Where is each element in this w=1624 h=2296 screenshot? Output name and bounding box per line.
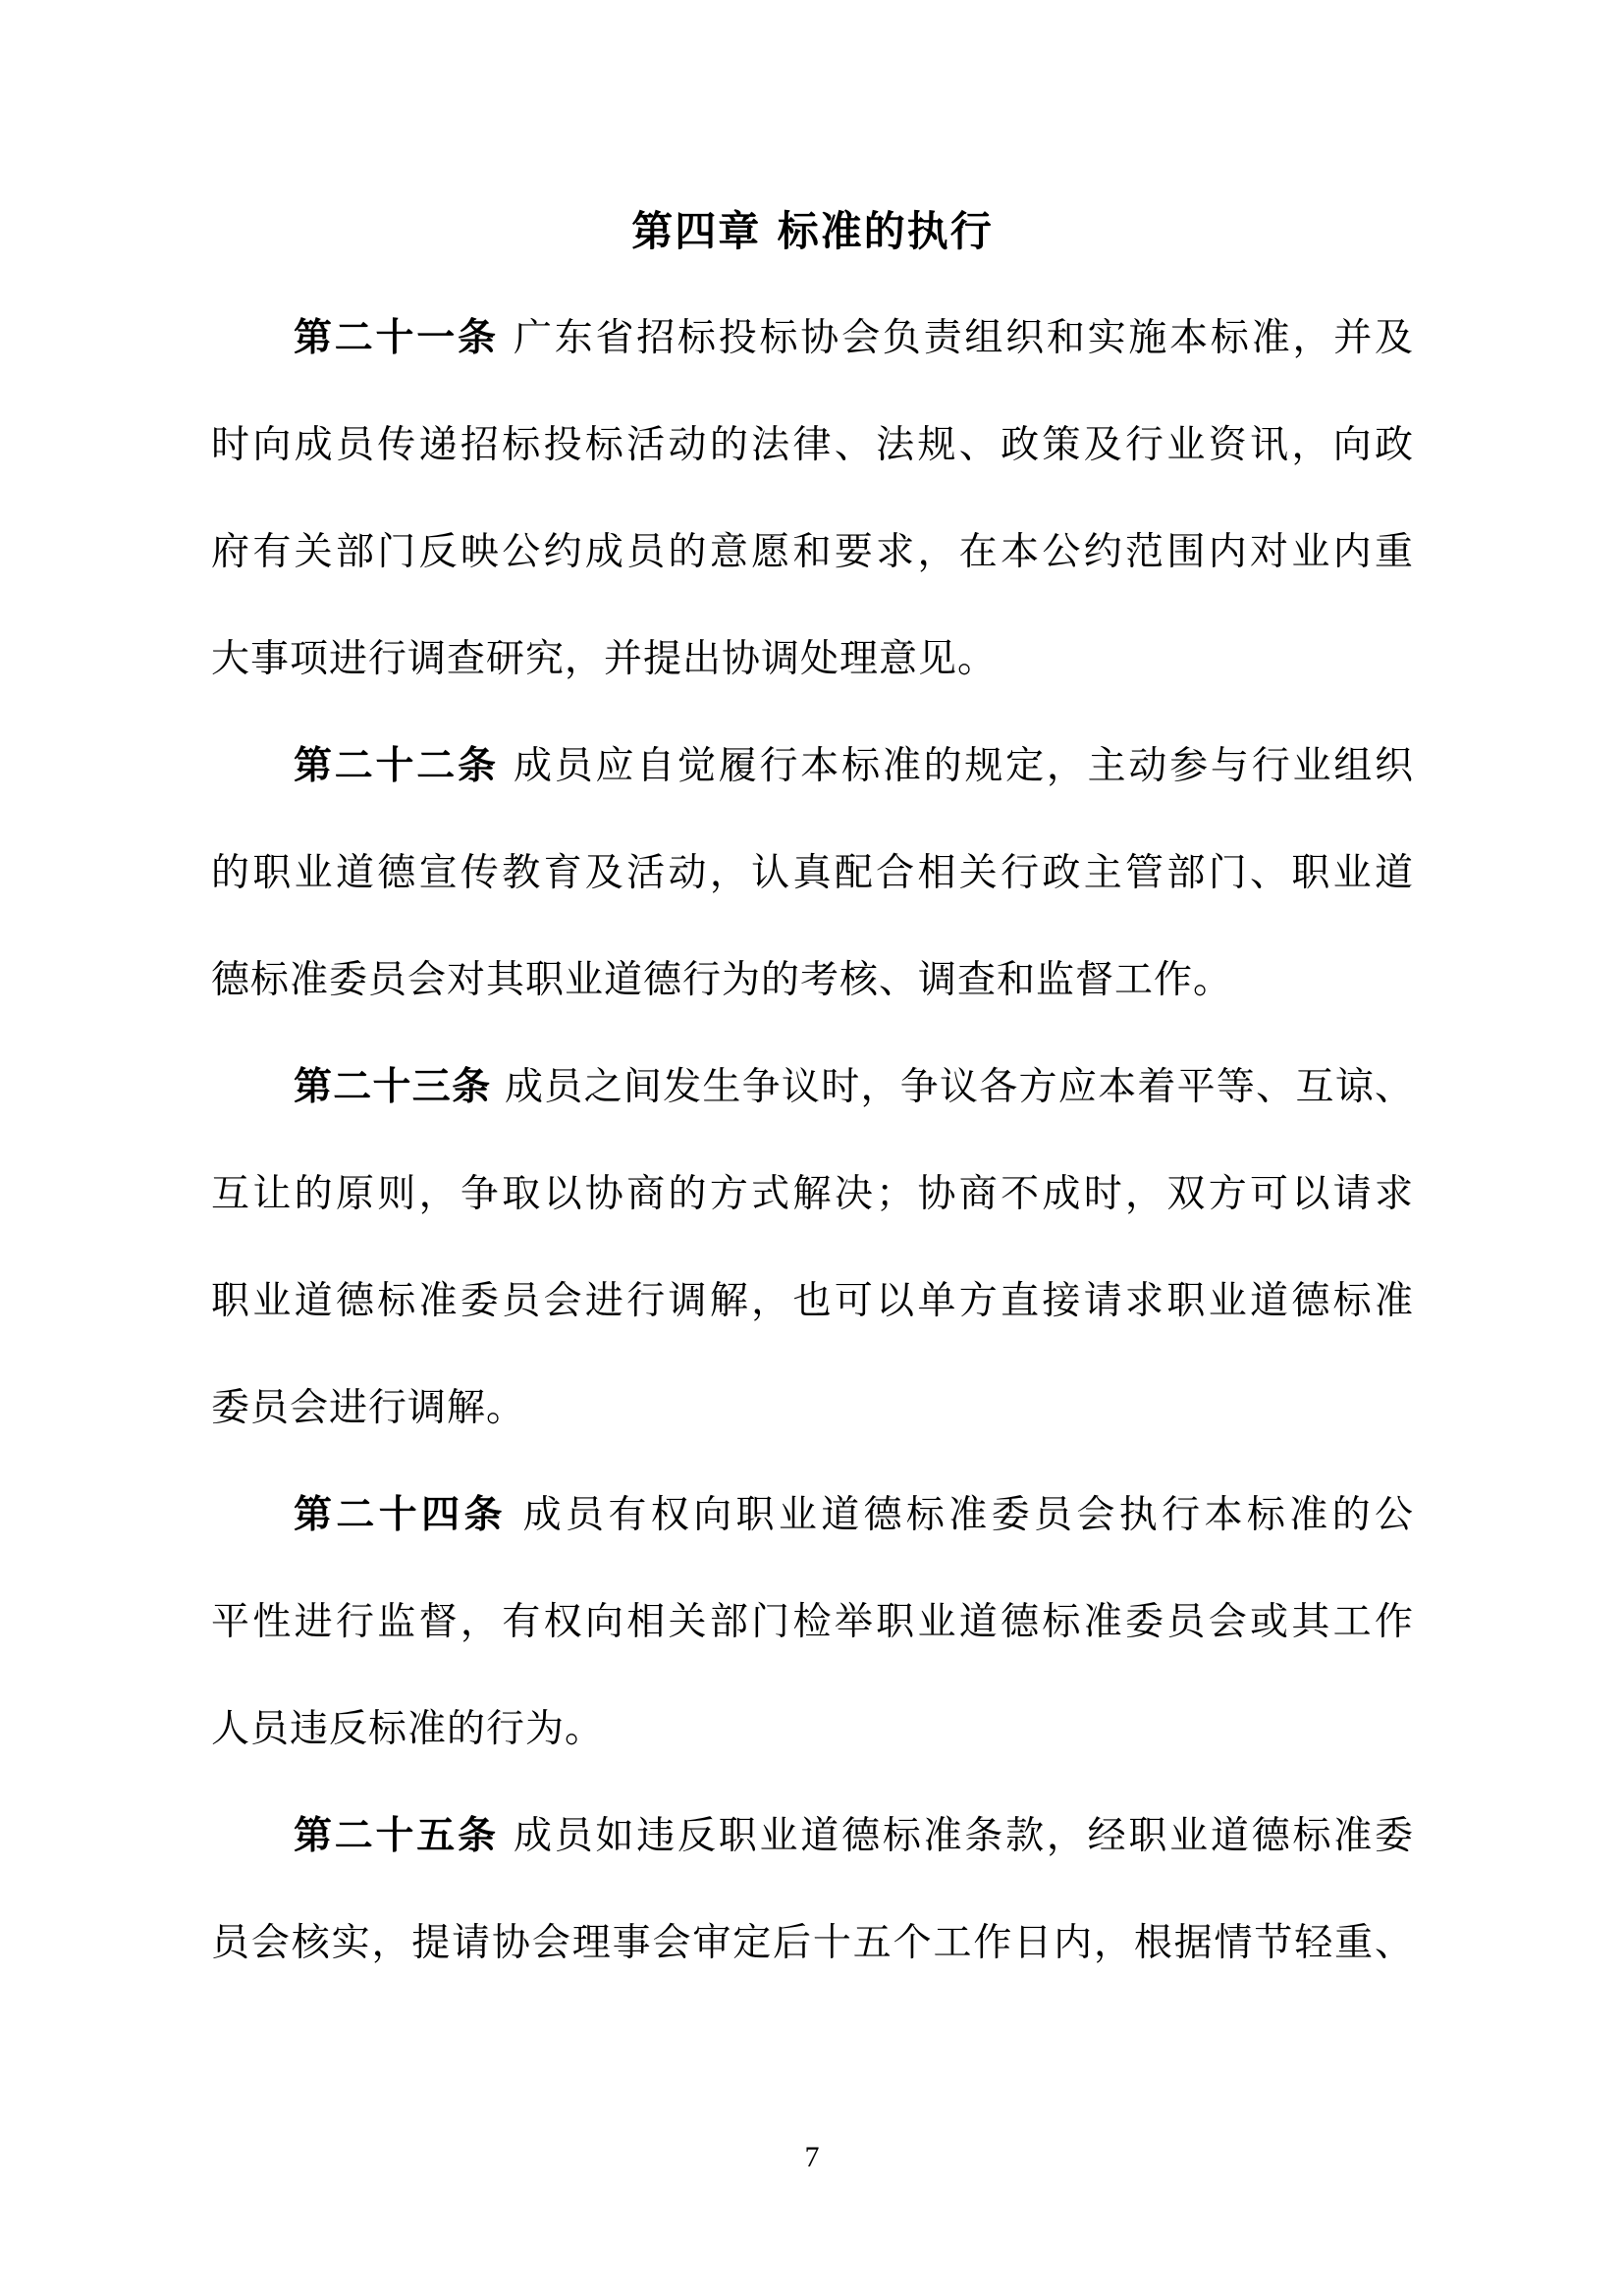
- line-text: 的职业道德宣传教育及活动，认真配合相关行政主管部门、职业道: [211, 851, 1414, 895]
- document-body: [211, 178, 1414, 1997]
- text-line: [211, 499, 1414, 606]
- text-line: [211, 1890, 1414, 1997]
- text-line: [211, 392, 1414, 499]
- line-text: 德标准委员会对其职业道德行为的考核、调查和监督工作。: [211, 958, 1233, 1002]
- text-line: [211, 1569, 1414, 1676]
- line-text: 大事项进行调查研究，并提出协调处理意见。: [211, 637, 998, 681]
- article-number: 第二十四条: [294, 1493, 507, 1537]
- line-text: 成员应自觉履行本标准的规定，主动参与行业组织: [498, 744, 1414, 788]
- line-text: 平性进行监督，有权向相关部门检举职业道德标准委员会或其工作: [211, 1600, 1414, 1644]
- line-text: 人员违反标准的行为。: [211, 1707, 605, 1751]
- page-number: 7: [804, 2141, 820, 2173]
- line-text: 成员有权向职业道德标准委员会执行本标准的公: [506, 1493, 1414, 1537]
- chapter-title: 第四章 标准的执行: [631, 207, 994, 255]
- article-number: 第二十一条: [294, 316, 499, 360]
- line-text: 府有关部门反映公约成员的意愿和要求，在本公约范围内对业内重: [211, 530, 1414, 574]
- text-line: [211, 285, 1414, 392]
- text-line: [211, 820, 1414, 927]
- line-text: 职业道德标准委员会进行调解，也可以单方直接请求职业道德标准: [211, 1279, 1414, 1323]
- line-text: 时向成员传递招标投标活动的法律、法规、政策及行业资讯，向政: [211, 423, 1414, 467]
- line-text: 成员之间发生争议时，争议各方应本着平等、互谅、: [491, 1065, 1414, 1109]
- text-line: [211, 1034, 1414, 1141]
- article-number: 第二十三条: [294, 1065, 492, 1109]
- line-text: 员会核实，提请协会理事会审定后十五个工作日内，根据情节轻重、: [211, 1921, 1414, 1965]
- text-line: [211, 1676, 1414, 1783]
- text-line: [211, 927, 1414, 1034]
- article-number: 第二十五条: [294, 1814, 499, 1858]
- text-line: [211, 1462, 1414, 1569]
- line-text: 委员会进行调解。: [211, 1386, 526, 1430]
- text-line: [211, 606, 1414, 713]
- text-line: [211, 713, 1414, 820]
- line-text: 成员如违反职业道德标准条款，经职业道德标准委: [498, 1814, 1414, 1858]
- line-text: 互让的原则，争取以协商的方式解决；协商不成时，双方可以请求: [211, 1172, 1414, 1216]
- text-line: [211, 1141, 1414, 1248]
- article-number: 第二十二条: [294, 744, 499, 788]
- text-line: [211, 1248, 1414, 1355]
- text-line: [211, 1783, 1414, 1890]
- line-text: 广东省招标投标协会负责组织和实施本标准，并及: [498, 316, 1414, 360]
- text-line: [211, 1355, 1414, 1462]
